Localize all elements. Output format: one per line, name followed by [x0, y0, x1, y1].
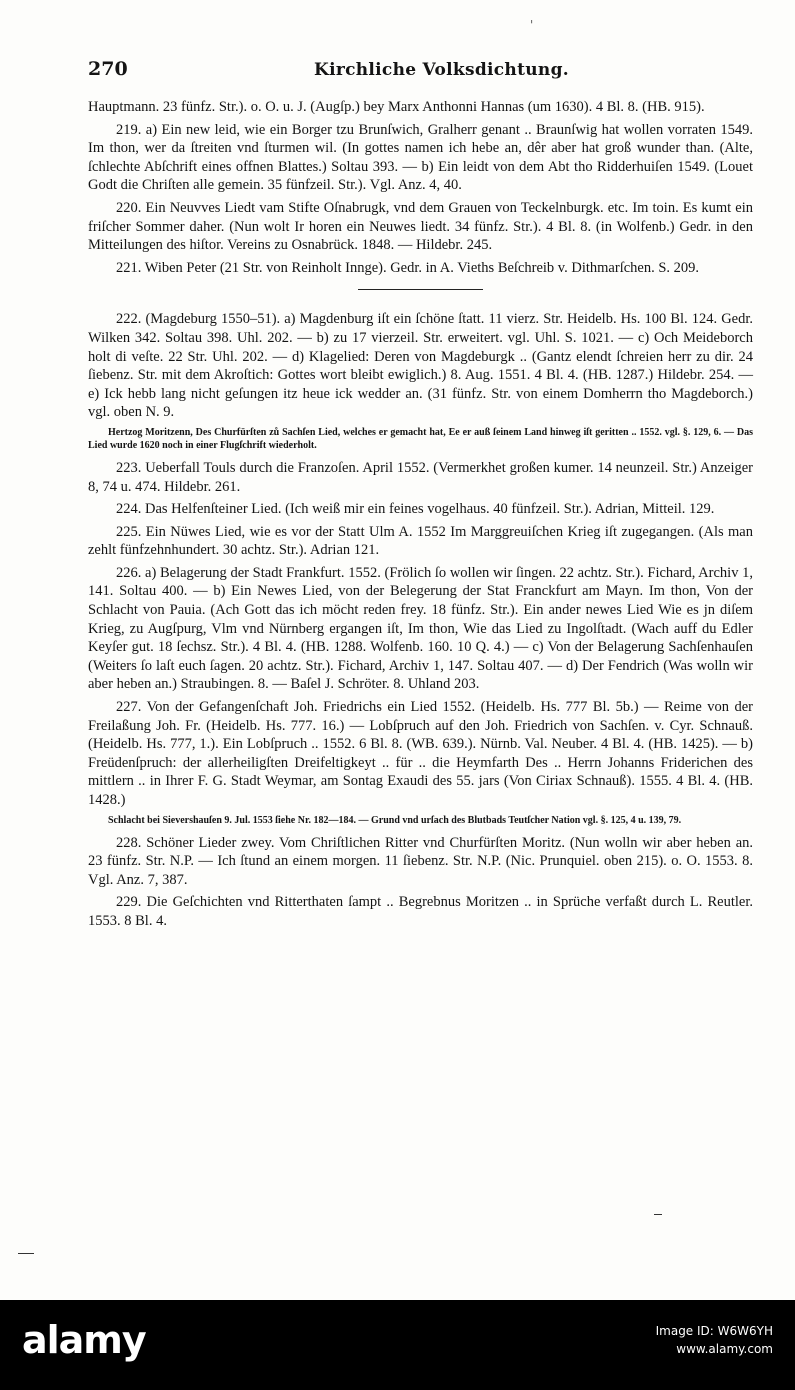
- left-edge-mark: [18, 1253, 34, 1254]
- entry-220: 220. Ein Neuvves Liedt vam Stifte Oſnabrugk, vnd dem Grauen von Teckelnburgk. etc. Im toin. Es kumt ein friſcher Sommer daher. (Nun wolt Ir horen ein Neuwes liedt. 34 fünfz. Str.). 4 Bl. 8. (in Wolfenb.) Gedr. in den Mitteilungen des hiſtor. Vereins zu Osnabrück. 1848. — Hildebr. 245.: [88, 199, 753, 254]
- entry-229: 229. Die Geſchichten vnd Ritterthaten ſampt .. Begrebnus Moritzen .. in Sprüche verfaßt durch L. Reutler. 1553. 8 Bl. 4.: [88, 894, 753, 929]
- entry-221: 221. Wiben Peter (21 Str. von Reinholt Innge). Gedr. in A. Vieths Beſchreib v. Dithmarſchen. S. 209.: [116, 259, 700, 276]
- entry-218-continued: Hauptmann. 23 fünfz. Str.). o. O. u. J. (Augſp.) bey Marx Anthonni Hannas (um 1630). 4 Bl. 8. (HB. 915).: [88, 99, 705, 115]
- running-title: Kirchliche Volksdichtung.: [314, 60, 569, 80]
- section-divider: [358, 289, 483, 290]
- footer-meta: [656, 1322, 773, 1358]
- page-number: 270: [88, 58, 128, 80]
- entry-222: 222. (Magdeburg 1550–51). a) Magdenburg iſt ein ſchöne ſtatt. 11 vierz. Str. Heidelb. Hs. 100 Bl. 124. Gedr. Wilken 342. Soltau 398. Uhl. 202. — b) zu 17 vierzeil. Str. erweitert. vgl. Uhl. S. 1021. — c) Och Meideborch holt di veſte. 22 Str. Uhl. 202. — d) Klagelied: Deren von Magdeburgk .. (Gantz elendt ſchreien herr zu dir. 24 ſiebenz. Str. mit dem Akroſtich: Gottes wort bleibt ewiglich.) 8. Aug. 1551. 4 Bl. 4. (HB. 1287.) Hildebr. 254. — e) Ick hebb lang nicht geſungen itz heue ick wedder an. (31 fünfz. Str. von einem Domherrn tho Magdeborch.) vgl. oben N. 9.: [88, 311, 753, 421]
- entry-225: 225. Ein Nüwes Lied, wie es vor der Statt Ulm A. 1552 Im Marggreuiſchen Krieg iſt zugegangen. (Als man zehlt fünfzehnhundert. 30 achtz. Str.). Adrian 121.: [88, 523, 753, 559]
- footnote-moritz: Hertzog Moritzenn, Des Churfürſten zů Sachſen Lied, welches er gemacht hat, Ee er auß ſeinem Land hinweg iſt geritten .. 1552. vgl. §. 129, 6. — Das Lied wurde 1620 noch in einer Flugſchrift wiederholt.: [88, 426, 753, 451]
- watermark-footer: [0, 1300, 795, 1390]
- entry-228: 228. Schöner Lieder zwey. Vom Chriſtlichen Ritter vnd Churfürſten Moritz. (Nun wolln wir aber heben an. 23 fünfz. Str. N.P. — Ich ſtund an einem morgen. 11 ſiebenz. Str. N.P. (Nic. Prunquiel. oben 215). o. O. 1553. 8. Vgl. Anz. 7, 387.: [88, 834, 753, 888]
- alamy-logo: alamy: [22, 1318, 146, 1362]
- page-header: [88, 58, 758, 88]
- image-id: Image ID: W6W6YH: [655, 1324, 773, 1338]
- stray-mark: ': [530, 18, 534, 32]
- entry-227: 227. Von der Gefangenſchaft Joh. Friedrichs ein Lied 1552. (Heidelb. Hs. 777 Bl. 5b.) — Reime von der Freilaßung Joh. Fr. (Heidelb. Hs. 777. 16.) — Lobſpruch auf den Joh. Friedrich von Sachſen. v. Cyr. Schnauß. (Heidelb. Hs. 777, 1.). Ein Lobſpruch .. 1552. 6 Bl. 8. (WB. 639.). Nürnb. Val. Neuber. 4 Bl. 4. (HB. 1425). — b) Freüdenſpruch: der allerheiligſten Dreifeltigkeyt .. für .. die Heymfarth Des .. Herrn Johanns Friderichen des mittlern .. in Ihrer F. G. Stadt Weymar, am Sontag Exaudi des 55. jars (Von Ciriax Schnauß). 1555. 4 Bl. 4. (HB. 1428.): [88, 699, 753, 808]
- right-edge-mark: [654, 1214, 662, 1215]
- bibliography-text: [88, 98, 753, 935]
- entry-219: 219. a) Ein new leid, wie ein Borger tzu Brunſwich, Gralherr genant .. Braunſwig hat wollen vorraten 1549. Im thon, wer da ſtreiten vnd ſturmen wil. (In gottes namen ich hebe an, dêr aber hat groß wunder than. (Alte, ſchlechte Abſchrift eines offnen Blattes.) Soltau 393. — b) Ein leidt von dem Abt tho Ridderhuiſen 1549. (Louet Godt die Chriſten alle gemein. 35 fünfzeil. Str.). Vgl. Anz. 4, 40.: [88, 121, 753, 194]
- entry-224: 224. Das Helfenſteiner Lied. (Ich weiß mir ein feines vogelhaus. 40 fünfzeil. Str.). Adrian, Mitteil. 129.: [116, 501, 715, 518]
- entry-226: 226. a) Belagerung der Stadt Frankfurt. 1552. (Frölich ſo wollen wir ſingen. 22 achtz. Str.). Fichard, Archiv 1, 141. Soltau 400. — b) Ein Newes Lied, von der Belegerung der Stat Franckfurt am Mayn. Im thon, Von der Schlacht von Pauia. (Ach Gott das ich möcht reden frey. 18 fünfz. Str.). Ein ander newes Lied Wie es jn diſem Krieg, zu Augſpurg, Vlm vnd Nürnberg ergangen iſt, Im thon, Wie das Lied zu Ingolſtadt. (Wach auff du Edler Keyſer gut. 18 ſechsz. Str.). 4 Bl. 4. (HB. 1288. Wolfenb. 160. 10 Q. 4.) — c) Von der Belagerung Sachſenhauſen (Weiters ſo laſt euch ſagen. 20 achtz. Str.). Fichard, Archiv 1, 147. Soltau 407. — d) Der Fendrich (Was wolln wir aber heben an.) Straubingen. 8. — Baſel J. Schröter. 8. Uhland 203.: [88, 564, 753, 693]
- entry-223: 223. Ueberfall Touls durch die Franzoſen. April 1552. (Vermerkhet großen kumer. 14 neunzeil. Str.) Anzeiger 8, 74 u. 474. Hildebr. 261.: [88, 459, 753, 495]
- site-url: www.alamy.com: [676, 1342, 773, 1356]
- footnote-sievershausen: Schlacht bei Sievershauſen 9. Jul. 1553 ſiehe Nr. 182—184. — Grund vnd urſach des Blutbads Teutſcher Nation vgl. §. 125, 4 u. 139, 79.: [108, 814, 682, 826]
